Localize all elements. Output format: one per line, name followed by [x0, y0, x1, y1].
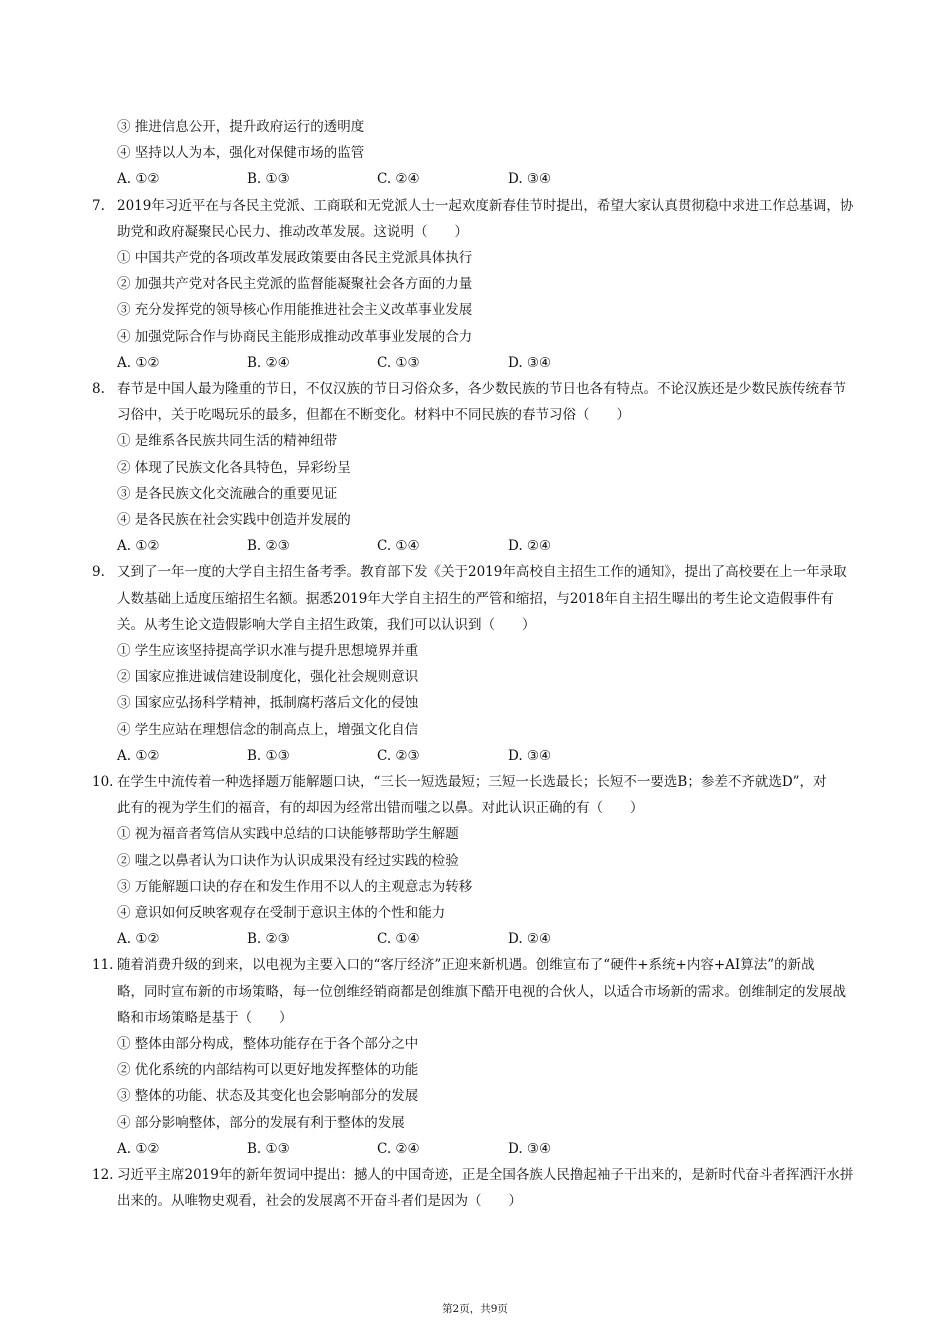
answer-option: A. ①② — [117, 354, 160, 371]
page-footer: 第2页，共9页 — [442, 1303, 508, 1315]
question-stem-line: 略和市场策略是基于（ ） — [117, 1009, 293, 1026]
question-stem-line: 出来的。从唯物史观看，社会的发展离不开奋斗者们是因为（ ） — [117, 1193, 522, 1210]
question-stem-line: 2019年习近平在与各民主党派、工商联和无党派人士一起欢度新春佳节时提出，希望大家认真贯彻稳中求进工作总基调，协 — [117, 197, 854, 214]
question-stem-line: 人数基础上适度压缩招生名额。据悉2019年大学自主招生的严管和缩招，与2018年自主招生曝出的考生论文造假事件有 — [117, 590, 834, 607]
statement-item: ③ 整体的功能、状态及其变化也会影响部分的发展 — [117, 1088, 419, 1105]
question-stem-line: 习俗中，关于吃喝玩乐的最多，但都在不断变化。材料中不同民族的春节习俗（ ） — [117, 407, 630, 424]
answer-option: D. ②④ — [508, 538, 552, 555]
answer-option: B. ②④ — [247, 354, 290, 371]
question-stem-line: 随着消费升级的到来，以电视为主要入口的“客厅经济”正迎来新机遇。创维宣布了“硬件+系统+内容+AI算法”的新战 — [117, 957, 815, 974]
question-stem-line: 略，同时宣布新的市场策略，每一位创维经销商都是创维旗下酷开电视的合伙人，以适合市场新的需求。创维制定的发展战 — [117, 983, 846, 1000]
answer-option: A. ①② — [117, 747, 160, 764]
statement-item: ④ 意识如何反映客观存在受制于意识主体的个性和能力 — [117, 905, 446, 921]
answer-option: B. ②③ — [247, 538, 290, 555]
statement-item: ② 国家应推进诚信建设制度化，强化社会规则意识 — [117, 669, 419, 686]
answer-option: B. ①③ — [247, 171, 290, 188]
answer-option: B. ②③ — [247, 931, 290, 948]
statement-item: ② 嗤之以鼻者认为口诀作为认识成果没有经过实践的检验 — [117, 852, 459, 869]
statement-item: ② 加强共产党对各民主党派的监督能凝聚社会各方面的力量 — [117, 276, 473, 293]
statement-item: ③ 推进信息公开，提升政府运行的透明度 — [117, 119, 365, 135]
answer-option: D. ③④ — [508, 354, 552, 371]
statement-item: ③ 是各民族文化交流融合的重要见证 — [117, 485, 338, 502]
question-number: 10. — [92, 774, 114, 790]
question-stem-line: 在学生中流传着一种选择题万能解题口诀，“三长一短选最短；三短一长选最长；长短不一要选B；参差不齐就选D”，对 — [117, 774, 827, 790]
statement-item: ③ 充分发挥党的领导核心作用能推进社会主义改革事业发展 — [117, 302, 473, 319]
answer-option: D. ③④ — [508, 747, 552, 764]
question-stem-line: 习近平主席2019年的新年贺词中提出：撼人的中国奇迹，正是全国各族人民撸起袖子干出来的，是新时代奋斗者挥洒汗水拼 — [117, 1167, 854, 1183]
answer-option: C. ②③ — [377, 747, 420, 764]
answer-option: D. ③④ — [508, 171, 552, 188]
answer-option: C. ①④ — [377, 931, 420, 948]
answer-option: C. ②④ — [377, 1140, 420, 1157]
question-stem-line: 助党和政府凝聚民心民力、推动改革发展。这说明（ ） — [117, 223, 468, 240]
answer-option: C. ①④ — [377, 538, 420, 555]
statement-item: ④ 加强党际合作与协商民主能形成推动改革事业发展的合力 — [117, 328, 473, 345]
question-stem-line: 春节是中国人最为隆重的节日，不仅汉族的节日习俗众多，各少数民族的节日也各有特点。不论汉族还是少数民族传统春节 — [117, 381, 846, 397]
statement-item: ④ 坚持以人为本，强化对保健市场的监管 — [117, 145, 365, 162]
answer-option: D. ②④ — [508, 931, 552, 948]
statement-item: ② 体现了民族文化各具特色，异彩纷呈 — [117, 459, 351, 476]
statement-item: ③ 国家应弘扬科学精神，抵制腐朽落后文化的侵蚀 — [117, 695, 419, 712]
question-stem-line: 此有的视为学生们的福音，有的却因为经常出错而嗤之以鼻。对此认识正确的有（ ） — [117, 800, 644, 817]
question-number: 8. — [92, 381, 105, 397]
question-stem-line: 关。从考生论文造假影响大学自主招生政策，我们可以认识到（ ） — [117, 616, 536, 633]
statement-item: ② 优化系统的内部结构可以更好地发挥整体的功能 — [117, 1062, 419, 1079]
answer-option: C. ②④ — [377, 171, 420, 188]
question-number: 7. — [92, 197, 105, 214]
answer-option: A. ①② — [117, 171, 160, 188]
statement-item: ④ 学生应站在理想信念的制高点上，增强文化自信 — [117, 721, 419, 738]
answer-option: D. ③④ — [508, 1140, 552, 1157]
question-stem-line: 又到了一年一度的大学自主招生备考季。教育部下发《关于2019年高校自主招生工作的通知》，提出了高校要在上一年录取 — [117, 564, 847, 581]
statement-item: ③ 万能解题口诀的存在和发生作用不以人的主观意志为转移 — [117, 878, 473, 895]
answer-option: C. ①③ — [377, 354, 420, 371]
answer-option: A. ①② — [117, 1140, 160, 1157]
statement-item: ④ 是各民族在社会实践中创造并发展的 — [117, 512, 351, 528]
statement-item: ① 是维系各民族共同生活的精神纽带 — [117, 433, 338, 450]
statement-item: ① 中国共产党的各项改革发展政策要由各民主党派具体执行 — [117, 250, 473, 266]
statement-item: ④ 部分影响整体，部分的发展有利于整体的发展 — [117, 1114, 405, 1131]
answer-option: A. ①② — [117, 538, 160, 555]
statement-item: ① 学生应该坚持提高学识水准与提升思想境界并重 — [117, 643, 419, 659]
question-number: 11. — [92, 957, 114, 974]
answer-option: B. ①③ — [247, 747, 290, 764]
question-number: 9. — [92, 564, 105, 581]
answer-option: B. ①③ — [247, 1140, 290, 1157]
question-number: 12. — [92, 1167, 114, 1183]
statement-item: ① 整体由部分构成，整体功能存在于各个部分之中 — [117, 1036, 419, 1052]
answer-option: A. ①② — [117, 931, 160, 948]
statement-item: ① 视为福音者笃信从实践中总结的口诀能够帮助学生解题 — [117, 826, 459, 843]
